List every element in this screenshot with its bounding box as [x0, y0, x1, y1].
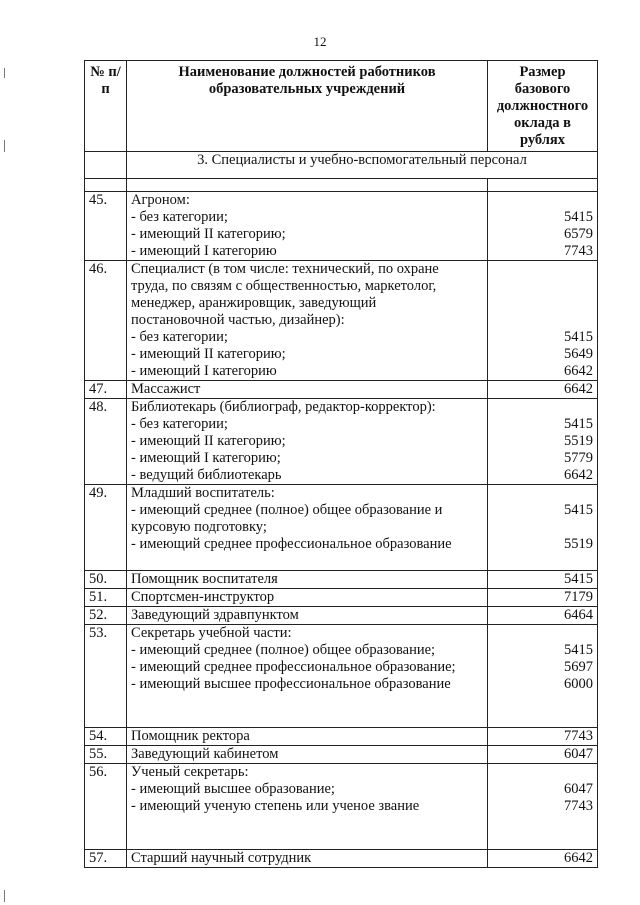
row-number: 50.	[85, 571, 127, 589]
table-row	[85, 261, 598, 381]
table-row	[85, 625, 598, 728]
position-line: - имеющий среднее профессиональное образование	[131, 536, 452, 552]
position-name-cell	[127, 625, 488, 728]
header-salary: Размер базового должностного оклада в рублях	[488, 61, 598, 152]
table-row	[85, 746, 598, 764]
header-position-name: Наименование должностей работников образовательных учреждений	[127, 61, 488, 152]
position-line: - имеющий среднее профессиональное образование;	[131, 659, 456, 675]
spacer-row	[85, 179, 598, 192]
table-header-row	[85, 61, 598, 152]
salary-value	[492, 519, 593, 536]
salary-value	[492, 485, 593, 502]
position-line: Заведующий кабинетом	[131, 746, 279, 762]
table-row	[85, 607, 598, 625]
salary-value	[492, 710, 593, 727]
position-name-cell	[127, 485, 488, 571]
margin-mark	[4, 890, 5, 902]
position-line: Заведующий здравпунктом	[131, 607, 299, 623]
position-line: Ученый секретарь:	[131, 764, 249, 780]
position-name-cell	[127, 589, 488, 607]
position-line: менеджер, аранжировщик, заведующий	[131, 295, 377, 311]
salary-value: 5649	[564, 346, 593, 362]
position-line: - без категории;	[131, 329, 228, 345]
table-row	[85, 399, 598, 485]
table-row	[85, 850, 598, 868]
row-number: 45.	[85, 192, 127, 261]
position-line: Агроном:	[131, 192, 190, 208]
salary-value: 6642	[564, 363, 593, 379]
salary-value: 5415	[564, 502, 593, 518]
salary-cell	[488, 625, 598, 728]
position-line: - имеющий среднее (полное) общее образование;	[131, 642, 436, 658]
row-number: 46.	[85, 261, 127, 381]
position-line: - имеющий I категорию	[131, 363, 277, 379]
row-number: 57.	[85, 850, 127, 868]
position-line	[131, 815, 483, 832]
salary-value: 5519	[564, 536, 593, 552]
position-line: - без категории;	[131, 209, 228, 225]
salary-value: 5415	[564, 571, 593, 587]
row-number: 52.	[85, 607, 127, 625]
header-num: № п/п	[85, 61, 127, 152]
position-line: Помощник воспитателя	[131, 571, 278, 587]
salary-value: 6464	[564, 607, 593, 623]
position-line: - имеющий II категорию;	[131, 346, 286, 362]
salary-cell	[488, 589, 598, 607]
salary-value	[492, 261, 593, 278]
position-name-cell	[127, 746, 488, 764]
salary-value: 7743	[564, 728, 593, 744]
table-row	[85, 764, 598, 850]
position-name-cell	[127, 571, 488, 589]
salary-value: 7743	[564, 798, 593, 814]
position-name-cell	[127, 764, 488, 850]
position-line: - имеющий II категорию;	[131, 433, 286, 449]
salary-table	[84, 60, 598, 868]
salary-value	[492, 295, 593, 312]
salary-cell	[488, 381, 598, 399]
salary-value: 6642	[564, 850, 593, 866]
salary-value: 5779	[564, 450, 593, 466]
position-name-cell	[127, 261, 488, 381]
row-number: 49.	[85, 485, 127, 571]
salary-value	[492, 399, 593, 416]
position-name-cell	[127, 192, 488, 261]
position-line	[131, 553, 483, 570]
row-number: 56.	[85, 764, 127, 850]
position-name-cell	[127, 381, 488, 399]
position-line: - имеющий I категорию;	[131, 450, 281, 466]
salary-value	[492, 625, 593, 642]
salary-value: 5415	[564, 209, 593, 225]
salary-cell	[488, 399, 598, 485]
position-line: Секретарь учебной части:	[131, 625, 292, 641]
salary-value: 5415	[564, 416, 593, 432]
row-number: 48.	[85, 399, 127, 485]
position-line	[131, 710, 483, 727]
salary-value: 7743	[564, 243, 593, 259]
row-number: 51.	[85, 589, 127, 607]
salary-value	[492, 693, 593, 710]
salary-value	[492, 192, 593, 209]
salary-value	[492, 312, 593, 329]
position-name-cell	[127, 399, 488, 485]
position-line: - имеющий среднее (полное) общее образование и	[131, 502, 443, 518]
position-line: постановочной частью, дизайнер):	[131, 312, 345, 328]
table-row	[85, 192, 598, 261]
table-row	[85, 571, 598, 589]
position-line: Помощник ректора	[131, 728, 250, 744]
table-row	[85, 485, 598, 571]
salary-value: 6047	[564, 781, 593, 797]
position-line: - имеющий высшее профессиональное образование	[131, 676, 451, 692]
salary-cell	[488, 850, 598, 868]
salary-value: 5519	[564, 433, 593, 449]
position-line: Старший научный сотрудник	[131, 850, 312, 866]
salary-cell	[488, 485, 598, 571]
position-line: труда, по связям с общественностью, маркетолог,	[131, 278, 437, 294]
position-name-cell	[127, 728, 488, 746]
salary-value: 5415	[564, 642, 593, 658]
row-number: 47.	[85, 381, 127, 399]
salary-value: 6642	[564, 467, 593, 483]
margin-mark	[4, 68, 5, 78]
position-line: - имеющий ученую степень или ученое звание	[131, 798, 420, 814]
section-row	[85, 152, 598, 179]
table-row	[85, 381, 598, 399]
position-line: Младший воспитатель:	[131, 485, 275, 501]
row-number: 53.	[85, 625, 127, 728]
position-line: - без категории;	[131, 416, 228, 432]
salary-value: 6000	[564, 676, 593, 692]
salary-cell	[488, 261, 598, 381]
row-number: 55.	[85, 746, 127, 764]
position-line: - ведущий библиотекарь	[131, 467, 282, 483]
salary-value	[492, 815, 593, 832]
position-line: - имеющий II категорию;	[131, 226, 286, 242]
salary-cell	[488, 571, 598, 589]
position-line: Библиотекарь (библиограф, редактор-корректор):	[131, 399, 436, 415]
position-line: - имеющий I категорию	[131, 243, 277, 259]
position-line: - имеющий высшее образование;	[131, 781, 335, 797]
salary-value: 5415	[564, 329, 593, 345]
salary-cell	[488, 192, 598, 261]
position-line	[131, 832, 483, 849]
table-row	[85, 728, 598, 746]
page-number: 12	[313, 34, 327, 49]
salary-value: 6047	[564, 746, 593, 762]
salary-cell	[488, 746, 598, 764]
position-line: Специалист (в том числе: технический, по охране	[131, 261, 439, 277]
table-body	[85, 152, 598, 868]
salary-value: 6642	[564, 381, 593, 397]
row-number: 54.	[85, 728, 127, 746]
position-line: Массажист	[131, 381, 201, 397]
salary-value	[492, 764, 593, 781]
position-name-cell	[127, 607, 488, 625]
salary-value: 6579	[564, 226, 593, 242]
salary-cell	[488, 764, 598, 850]
salary-cell	[488, 728, 598, 746]
position-name-cell	[127, 850, 488, 868]
salary-cell	[488, 607, 598, 625]
position-line	[131, 693, 483, 710]
salary-value	[492, 553, 593, 570]
salary-value: 7179	[564, 589, 593, 605]
position-line: курсовую подготовку;	[131, 519, 267, 535]
salary-value	[492, 832, 593, 849]
salary-value	[492, 278, 593, 295]
position-line: Спортсмен-инструктор	[131, 589, 275, 605]
margin-mark	[4, 140, 5, 152]
table-row	[85, 589, 598, 607]
salary-value: 5697	[564, 659, 593, 675]
section-title: 3. Специалисты и учебно-вспомогательный персонал	[127, 152, 598, 179]
